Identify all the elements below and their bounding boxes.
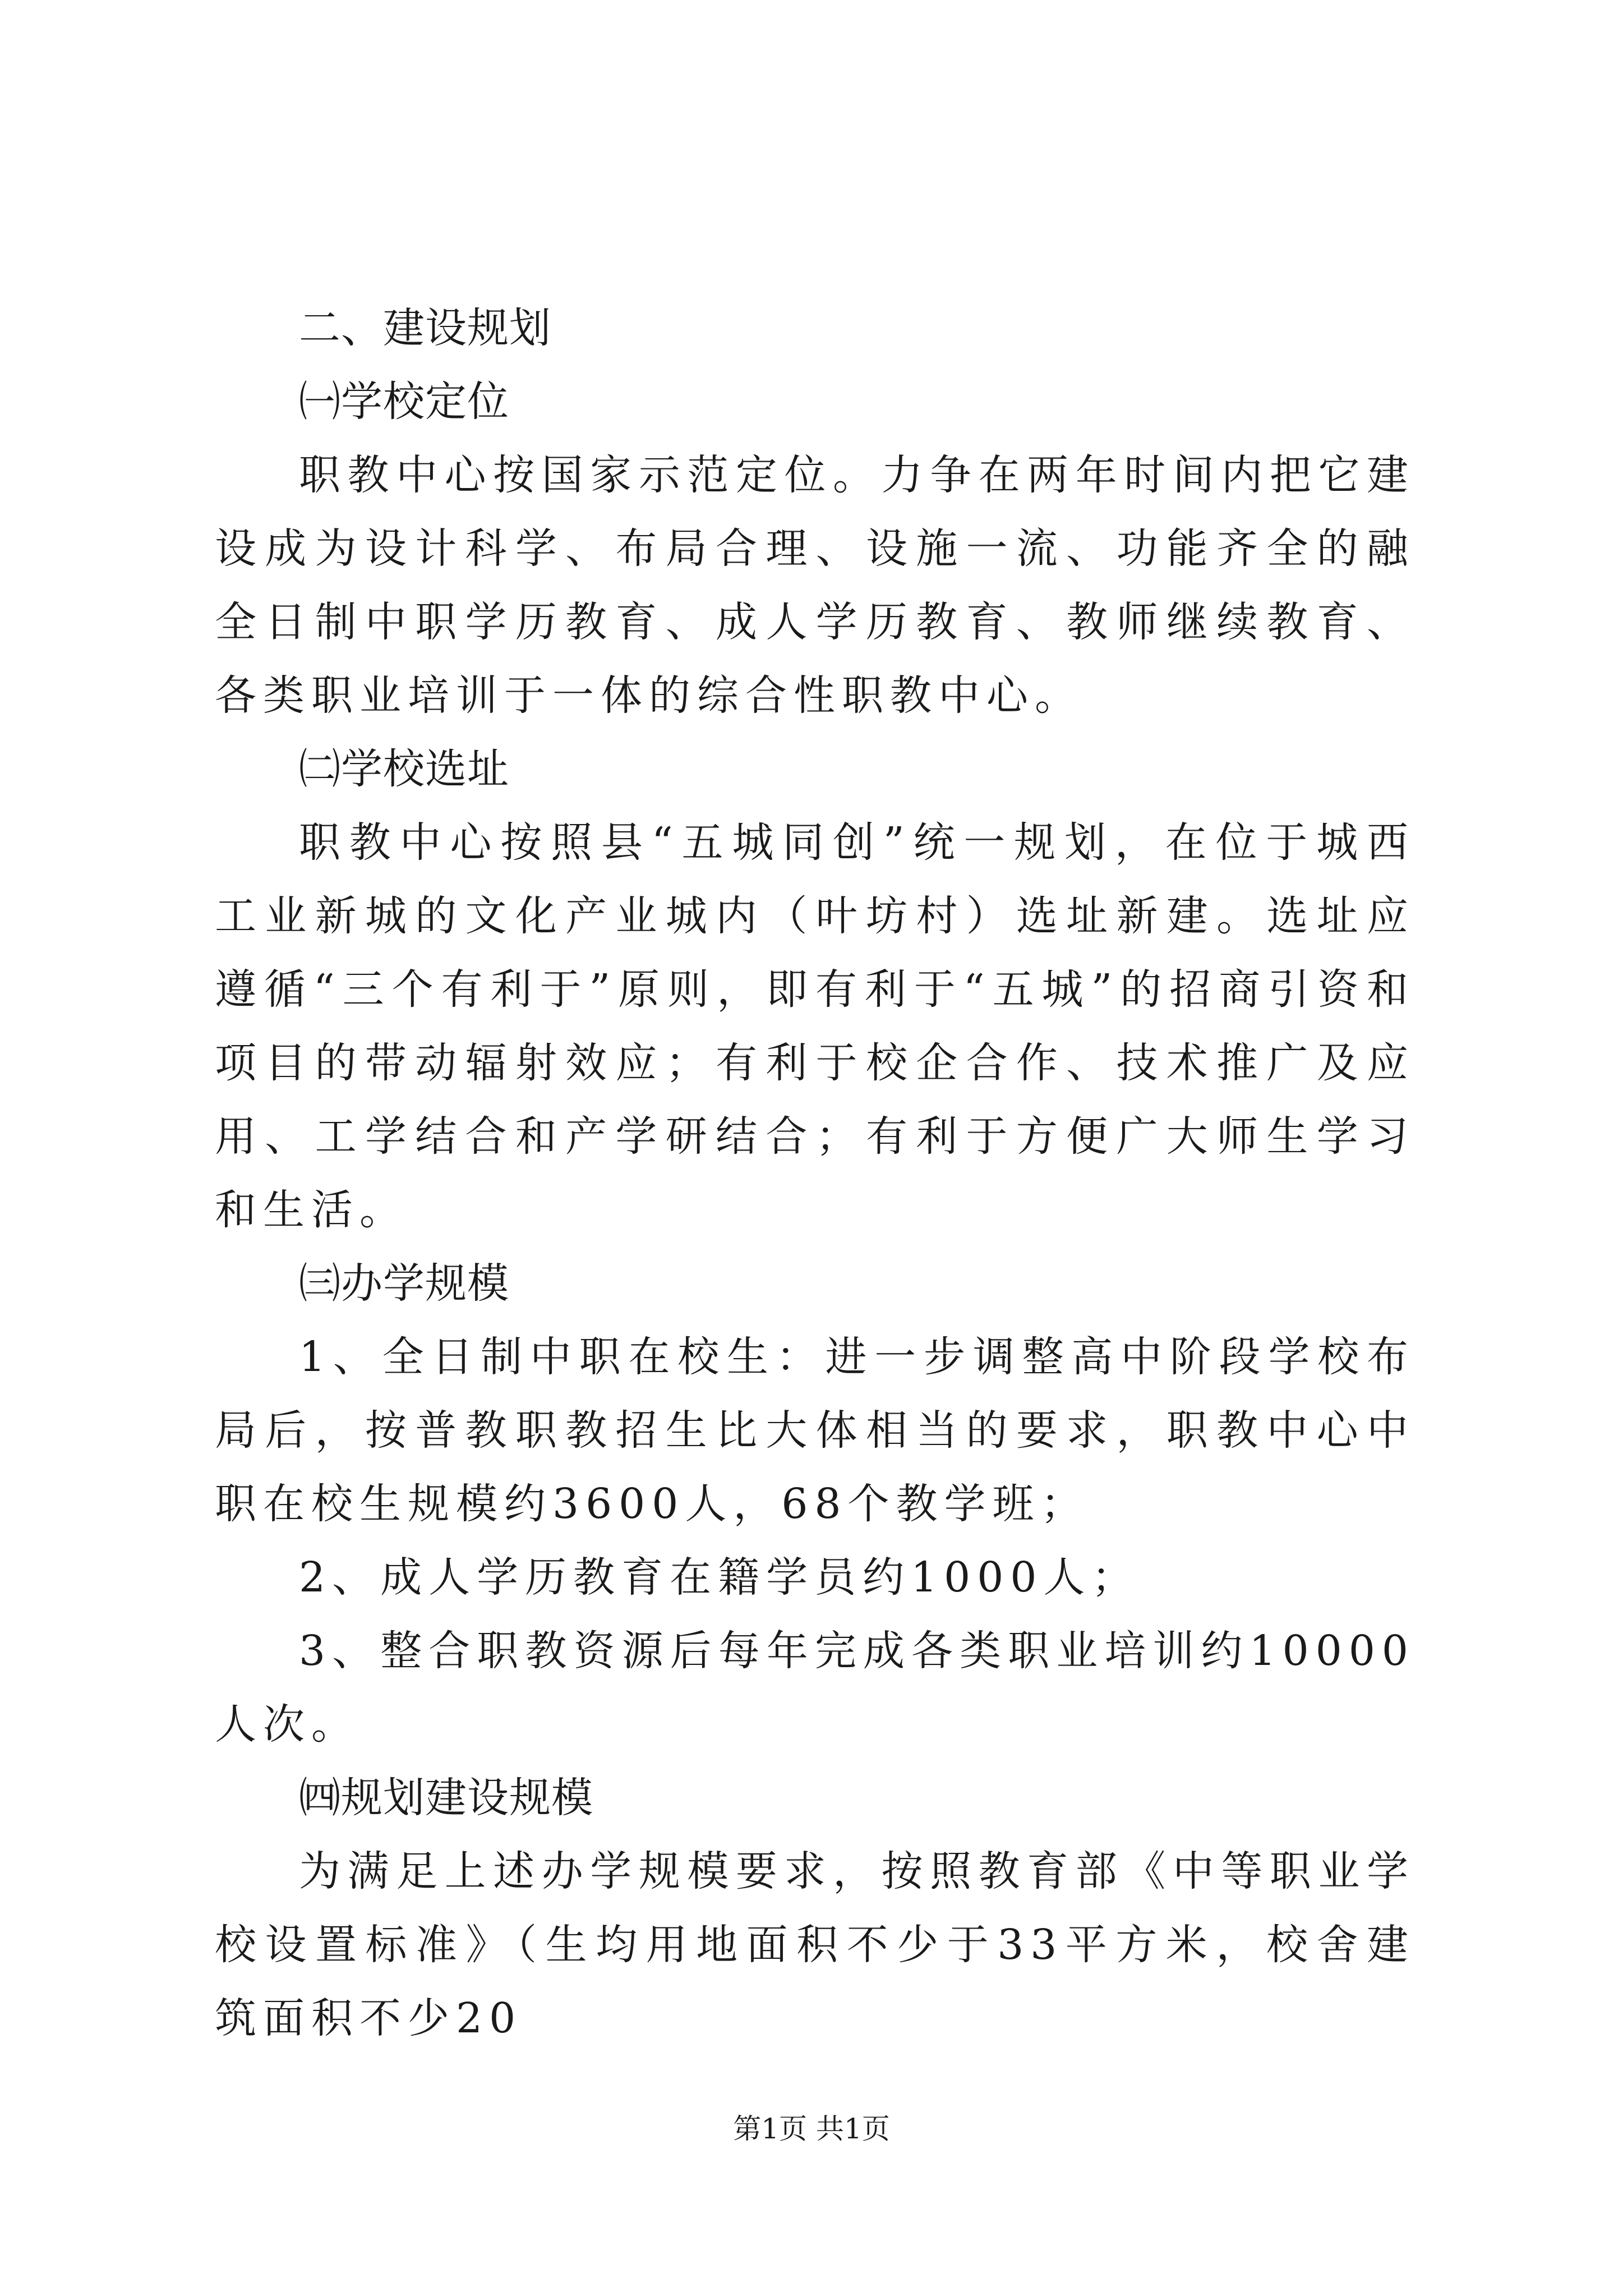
paragraph-school-site: 职教中心按照县“五城同创”统一规划，在位于城西工业新城的文化产业城内（叶坊村）选址新建。选址应遵循“三个有利于”原则，即有利于“五城”的招商引资和项目的带动辐射效应；有利于校企合作、技术推广及应用、工学结合和产学研结合；有利于方便广大师生学习和生活。	[215, 818, 1415, 1234]
paragraph-scale-item-2: 2、成人学历教育在籍学员约1000人；	[299, 1553, 1140, 1602]
subsection-heading-school-site: ㈡学校选址	[299, 745, 509, 793]
paragraph-planned-construction-scale: 为满足上述办学规模要求，按照教育部《中等职业学校设置标准》（生均用地面积不少于33平方米，校舍建筑面积不少20	[215, 1847, 1415, 2042]
section-heading-construction-plan: 二、建设规划	[299, 304, 551, 352]
subsection-heading-school-positioning: ㈠学校定位	[299, 378, 509, 426]
subsection-heading-school-scale: ㈢办学规模	[299, 1259, 509, 1308]
subsection-heading-planned-construction-scale: ㈣规划建设规模	[299, 1774, 593, 1822]
paragraph-scale-item-3: 3、整合职教资源后每年完成各类职业培训约10000人次。	[215, 1627, 1415, 1749]
paragraph-school-positioning: 职教中心按国家示范定位。力争在两年时间内把它建设成为设计科学、布局合理、设施一流、功能齐全的融全日制中职学历教育、成人学历教育、教师继续教育、各类职业培训于一体的综合性职教中心。	[215, 451, 1415, 720]
page-number-footer: 第1页 共1页	[733, 2113, 890, 2145]
document-body	[215, 292, 1415, 2055]
paragraph-scale-item-1: 1、全日制中职在校生：进一步调整高中阶段学校布局后，按普教职教招生比大体相当的要求，职教中心中职在校生规模约3600人，68个教学班；	[215, 1333, 1415, 1528]
